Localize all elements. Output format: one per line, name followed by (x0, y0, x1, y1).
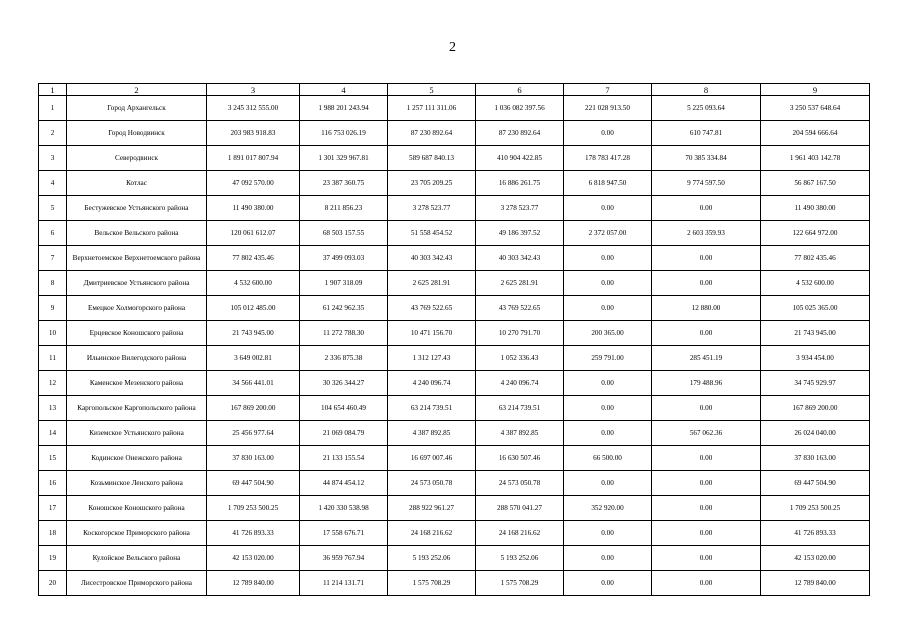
value-cell: 1 301 329 967.81 (300, 146, 388, 171)
value-cell: 24 573 050.78 (476, 471, 564, 496)
value-cell: 63 214 739.51 (476, 396, 564, 421)
value-cell: 23 705 209.25 (388, 171, 476, 196)
municipality-name: Козьминское Ленского района (67, 471, 207, 496)
value-cell: 1 961 403 142.78 (761, 146, 870, 171)
value-cell: 49 186 397.52 (476, 221, 564, 246)
value-cell: 21 743 945.00 (761, 321, 870, 346)
row-number: 16 (39, 471, 67, 496)
table-row (39, 421, 870, 446)
value-cell: 11 490 380.00 (207, 196, 300, 221)
value-cell: 0.00 (564, 521, 652, 546)
municipality-name: Город Новодвинск (67, 121, 207, 146)
value-cell: 10 471 156.70 (388, 321, 476, 346)
municipality-name: Город Архангельск (67, 96, 207, 121)
row-number: 8 (39, 271, 67, 296)
value-cell: 1 575 708.29 (476, 571, 564, 596)
value-cell: 1 036 082 397.56 (476, 96, 564, 121)
value-cell: 1 052 336.43 (476, 346, 564, 371)
value-cell: 2 625 281.91 (476, 271, 564, 296)
header-row (39, 84, 870, 96)
value-cell: 30 326 344.27 (300, 371, 388, 396)
value-cell: 87 230 892.64 (388, 121, 476, 146)
municipality-name: Вельское Вельского района (67, 221, 207, 246)
row-number: 6 (39, 221, 67, 246)
value-cell: 178 783 417.28 (564, 146, 652, 171)
value-cell: 24 168 216.62 (388, 521, 476, 546)
row-number: 5 (39, 196, 67, 221)
value-cell: 288 570 041.27 (476, 496, 564, 521)
value-cell: 16 886 261.75 (476, 171, 564, 196)
row-number: 13 (39, 396, 67, 421)
value-cell: 25 456 977.64 (207, 421, 300, 446)
value-cell: 567 062.36 (652, 421, 761, 446)
value-cell: 285 451.19 (652, 346, 761, 371)
row-number: 11 (39, 346, 67, 371)
table-row (39, 546, 870, 571)
value-cell: 3 278 523.77 (388, 196, 476, 221)
value-cell: 87 230 892.64 (476, 121, 564, 146)
municipality-name: Ильинское Вилегодского района (67, 346, 207, 371)
column-header: 8 (652, 84, 761, 96)
value-cell: 17 558 676.71 (300, 521, 388, 546)
value-cell: 68 503 157.55 (300, 221, 388, 246)
value-cell: 0.00 (652, 246, 761, 271)
value-cell: 11 272 788.30 (300, 321, 388, 346)
value-cell: 0.00 (652, 571, 761, 596)
value-cell: 11 214 131.71 (300, 571, 388, 596)
value-cell: 610 747.81 (652, 121, 761, 146)
value-cell: 0.00 (652, 321, 761, 346)
table-row (39, 146, 870, 171)
value-cell: 0.00 (652, 521, 761, 546)
value-cell: 116 753 026.19 (300, 121, 388, 146)
value-cell: 1 420 330 538.98 (300, 496, 388, 521)
value-cell: 56 867 167.50 (761, 171, 870, 196)
value-cell: 0.00 (564, 421, 652, 446)
value-cell: 4 532 600.00 (207, 271, 300, 296)
value-cell: 2 603 359.93 (652, 221, 761, 246)
municipality-name: Ерцевское Коношского района (67, 321, 207, 346)
value-cell: 288 922 961.27 (388, 496, 476, 521)
value-cell: 9 774 597.50 (652, 171, 761, 196)
table-row (39, 246, 870, 271)
table-row (39, 396, 870, 421)
row-number: 7 (39, 246, 67, 271)
value-cell: 4 240 096.74 (388, 371, 476, 396)
column-header: 9 (761, 84, 870, 96)
column-header: 2 (67, 84, 207, 96)
column-header: 7 (564, 84, 652, 96)
value-cell: 37 830 163.00 (207, 446, 300, 471)
column-header: 6 (476, 84, 564, 96)
value-cell: 40 303 342.43 (388, 246, 476, 271)
table-row (39, 371, 870, 396)
value-cell: 167 869 200.00 (761, 396, 870, 421)
value-cell: 16 697 007.46 (388, 446, 476, 471)
value-cell: 12 880.00 (652, 296, 761, 321)
row-number: 4 (39, 171, 67, 196)
value-cell: 0.00 (564, 296, 652, 321)
table-row (39, 571, 870, 596)
row-number: 17 (39, 496, 67, 521)
row-number: 10 (39, 321, 67, 346)
municipality-name: Каменское Мезенского района (67, 371, 207, 396)
value-cell: 3 245 312 555.00 (207, 96, 300, 121)
data-table (38, 83, 870, 596)
value-cell: 43 769 522.65 (476, 296, 564, 321)
value-cell: 36 959 767.94 (300, 546, 388, 571)
value-cell: 21 133 155.54 (300, 446, 388, 471)
value-cell: 1 891 017 807.94 (207, 146, 300, 171)
value-cell: 2 625 281.91 (388, 271, 476, 296)
row-number: 1 (39, 96, 67, 121)
value-cell: 105 012 485.00 (207, 296, 300, 321)
table-row (39, 96, 870, 121)
municipality-name: Котлас (67, 171, 207, 196)
value-cell: 16 630 507.46 (476, 446, 564, 471)
value-cell: 10 270 791.70 (476, 321, 564, 346)
value-cell: 1 709 253 500.25 (207, 496, 300, 521)
value-cell: 34 745 929.97 (761, 371, 870, 396)
row-number: 12 (39, 371, 67, 396)
value-cell: 5 193 252.06 (476, 546, 564, 571)
value-cell: 0.00 (564, 396, 652, 421)
value-cell: 0.00 (652, 396, 761, 421)
column-header: 1 (39, 84, 67, 96)
column-header: 5 (388, 84, 476, 96)
value-cell: 37 499 093.03 (300, 246, 388, 271)
table-row (39, 196, 870, 221)
row-number: 3 (39, 146, 67, 171)
value-cell: 200 365.00 (564, 321, 652, 346)
value-cell: 40 303 342.43 (476, 246, 564, 271)
value-cell: 69 447 504.90 (761, 471, 870, 496)
value-cell: 23 387 360.75 (300, 171, 388, 196)
value-cell: 4 240 096.74 (476, 371, 564, 396)
value-cell: 0.00 (564, 546, 652, 571)
value-cell: 3 278 523.77 (476, 196, 564, 221)
value-cell: 42 153 020.00 (761, 546, 870, 571)
value-cell: 69 447 504.90 (207, 471, 300, 496)
value-cell: 167 869 200.00 (207, 396, 300, 421)
value-cell: 0.00 (564, 196, 652, 221)
value-cell: 1 709 253 500.25 (761, 496, 870, 521)
value-cell: 24 168 216.62 (476, 521, 564, 546)
value-cell: 0.00 (652, 446, 761, 471)
table-row (39, 471, 870, 496)
row-number: 2 (39, 121, 67, 146)
value-cell: 1 257 111 311.06 (388, 96, 476, 121)
table-row (39, 296, 870, 321)
value-cell: 21 069 084.79 (300, 421, 388, 446)
municipality-name: Лисестровское Приморского района (67, 571, 207, 596)
municipality-name: Каргопольское Каргопольского района (67, 396, 207, 421)
value-cell: 11 490 380.00 (761, 196, 870, 221)
value-cell: 70 385 334.84 (652, 146, 761, 171)
value-cell: 221 028 913.50 (564, 96, 652, 121)
value-cell: 104 654 460.49 (300, 396, 388, 421)
municipality-name: Верхнетоемское Верхнетоемского района (67, 246, 207, 271)
row-number: 9 (39, 296, 67, 321)
table-row (39, 346, 870, 371)
value-cell: 0.00 (652, 471, 761, 496)
value-cell: 61 242 962.35 (300, 296, 388, 321)
table-row (39, 321, 870, 346)
value-cell: 43 769 522.65 (388, 296, 476, 321)
value-cell: 41 726 893.33 (207, 521, 300, 546)
value-cell: 51 558 454.52 (388, 221, 476, 246)
value-cell: 66 500.00 (564, 446, 652, 471)
value-cell: 0.00 (564, 571, 652, 596)
value-cell: 3 250 537 648.64 (761, 96, 870, 121)
municipality-name: Емецкое Холмогорского района (67, 296, 207, 321)
value-cell: 120 061 612.07 (207, 221, 300, 246)
value-cell: 5 225 093.64 (652, 96, 761, 121)
value-cell: 8 211 856.23 (300, 196, 388, 221)
value-cell: 24 573 050.78 (388, 471, 476, 496)
table-row (39, 521, 870, 546)
value-cell: 259 791.00 (564, 346, 652, 371)
row-number: 15 (39, 446, 67, 471)
column-header: 4 (300, 84, 388, 96)
value-cell: 37 830 163.00 (761, 446, 870, 471)
value-cell: 0.00 (564, 121, 652, 146)
value-cell: 4 387 892.85 (476, 421, 564, 446)
value-cell: 5 193 252.06 (388, 546, 476, 571)
value-cell: 410 904 422.85 (476, 146, 564, 171)
value-cell: 589 687 840.13 (388, 146, 476, 171)
value-cell: 2 372 057.00 (564, 221, 652, 246)
table-row (39, 121, 870, 146)
value-cell: 44 874 454.12 (300, 471, 388, 496)
value-cell: 0.00 (564, 471, 652, 496)
value-cell: 122 664 972.00 (761, 221, 870, 246)
value-cell: 179 488.96 (652, 371, 761, 396)
table-row (39, 171, 870, 196)
value-cell: 1 575 708.29 (388, 571, 476, 596)
value-cell: 77 802 435.46 (207, 246, 300, 271)
table-row (39, 446, 870, 471)
row-number: 19 (39, 546, 67, 571)
value-cell: 0.00 (564, 371, 652, 396)
row-number: 14 (39, 421, 67, 446)
value-cell: 4 387 892.85 (388, 421, 476, 446)
value-cell: 63 214 739.51 (388, 396, 476, 421)
value-cell: 0.00 (652, 546, 761, 571)
municipality-name: Кулойское Вельского района (67, 546, 207, 571)
column-header: 3 (207, 84, 300, 96)
value-cell: 6 818 947.50 (564, 171, 652, 196)
value-cell: 3 649 002.81 (207, 346, 300, 371)
municipality-name: Дмитриевское Устьянского района (67, 271, 207, 296)
value-cell: 352 920.00 (564, 496, 652, 521)
municipality-name: Киземское Устьянского района (67, 421, 207, 446)
value-cell: 204 594 666.64 (761, 121, 870, 146)
row-number: 20 (39, 571, 67, 596)
row-number: 18 (39, 521, 67, 546)
value-cell: 0.00 (652, 496, 761, 521)
value-cell: 0.00 (652, 196, 761, 221)
value-cell: 105 025 365.00 (761, 296, 870, 321)
value-cell: 0.00 (652, 271, 761, 296)
value-cell: 0.00 (564, 271, 652, 296)
value-cell: 26 024 040.00 (761, 421, 870, 446)
value-cell: 4 532 600.00 (761, 271, 870, 296)
value-cell: 0.00 (564, 246, 652, 271)
table-row (39, 271, 870, 296)
municipality-name: Кодинское Онежского района (67, 446, 207, 471)
table-row (39, 496, 870, 521)
municipality-name: Северодвинск (67, 146, 207, 171)
value-cell: 12 789 840.00 (761, 571, 870, 596)
page-number: 2 (449, 40, 456, 55)
value-cell: 203 983 918.83 (207, 121, 300, 146)
value-cell: 1 988 201 243.94 (300, 96, 388, 121)
value-cell: 42 153 020.00 (207, 546, 300, 571)
municipality-name: Бестужевское Устьянского района (67, 196, 207, 221)
value-cell: 2 336 875.38 (300, 346, 388, 371)
value-cell: 41 726 893.33 (761, 521, 870, 546)
municipality-name: Коскогорское Приморского района (67, 521, 207, 546)
municipality-name: Коношское Коношского района (67, 496, 207, 521)
table-row (39, 221, 870, 246)
value-cell: 3 934 454.00 (761, 346, 870, 371)
value-cell: 77 802 435.46 (761, 246, 870, 271)
value-cell: 34 566 441.01 (207, 371, 300, 396)
value-cell: 47 092 570.00 (207, 171, 300, 196)
value-cell: 21 743 945.00 (207, 321, 300, 346)
value-cell: 1 907 318.09 (300, 271, 388, 296)
value-cell: 12 789 840.00 (207, 571, 300, 596)
value-cell: 1 312 127.43 (388, 346, 476, 371)
